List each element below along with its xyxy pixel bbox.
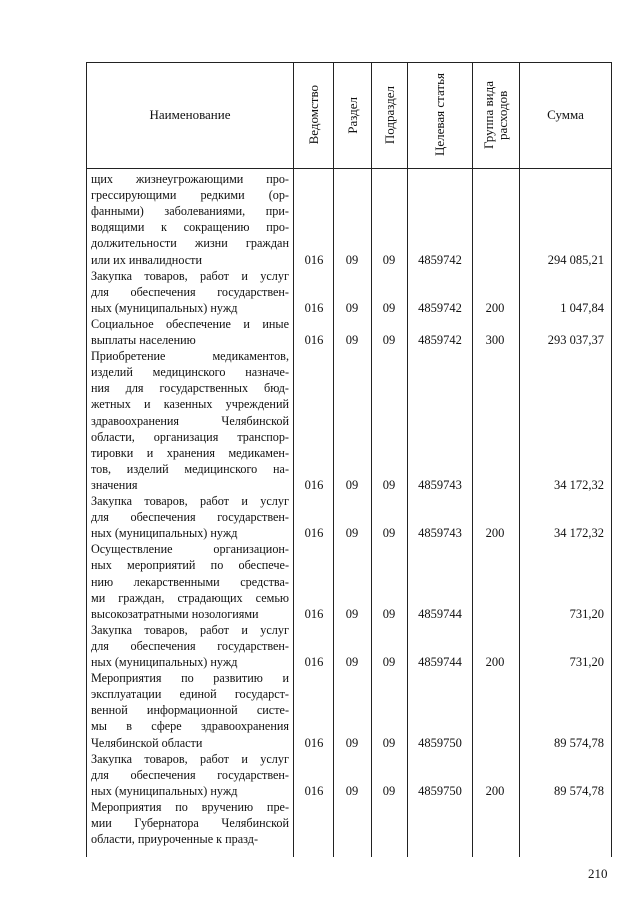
row-name-line: Приобретение медикаментов, (91, 349, 289, 364)
row-razdel: 09 (345, 333, 359, 347)
row-vedomstvo: 016 (304, 783, 324, 798)
row-vedomstvo: 016 (304, 526, 324, 541)
table-left-border (86, 62, 87, 857)
row-tselevaya-statya: 4859744 (418, 606, 462, 621)
row-name-line: области, приуроченные к празд- (91, 832, 259, 847)
header-gruppa-label: Группа вида расходов (481, 81, 510, 149)
row-razdel: 09 (345, 606, 359, 621)
row-name-line: эксплуатации единой государст- (91, 687, 289, 702)
header-bottom-border (86, 168, 612, 169)
table-right-border (611, 62, 612, 857)
row-summa: 731,20 (569, 606, 604, 621)
header-vedomstvo (294, 62, 333, 168)
row-name-line: венной информационной систе- (91, 703, 289, 718)
header-razdel (334, 62, 371, 168)
header-podrazdel-label: Подраздел (381, 85, 397, 145)
row-razdel: 09 (345, 735, 359, 750)
row-vedomstvo: 016 (304, 735, 324, 750)
header-podrazdel (372, 62, 407, 168)
row-vedomstvo (296, 831, 332, 847)
row-name-line: тировки и хранения медикамен- (91, 445, 289, 460)
row-name-line: Мероприятия по вручению пре- (91, 799, 289, 814)
row-gruppa (472, 831, 518, 847)
row-name-line: ных (муниципальных) нужд (91, 526, 238, 541)
row-razdel: 09 (345, 783, 359, 798)
row-razdel (334, 831, 370, 847)
row-podrazdel: 09 (382, 300, 396, 315)
row-gruppa: 200 (485, 526, 505, 541)
row-summa: 294 085,21 (547, 252, 604, 267)
row-gruppa: 200 (485, 783, 505, 798)
row-name-line: ных мероприятий по обеспече- (91, 558, 289, 573)
row-name-line: ми граждан, страдающих семью (91, 590, 289, 605)
row-name-line: для обеспечения государствен- (91, 510, 289, 525)
row-summa: 89 574,78 (554, 735, 604, 750)
row-podrazdel: 09 (382, 735, 396, 750)
row-summa: 293 037,37 (547, 333, 604, 347)
header-name (87, 62, 293, 168)
row-tselevaya-statya: 4859744 (418, 655, 462, 669)
row-name-line: Закупка товаров, работ и услуг (91, 751, 289, 766)
row-podrazdel: 09 (382, 477, 396, 492)
row-tselevaya-statya: 4859750 (418, 735, 462, 750)
row-name-line: здравоохранения Челябинской (91, 413, 289, 428)
row-name-line: высокозатратными нозологиями (91, 606, 259, 621)
row-podrazdel: 09 (382, 783, 396, 798)
row-razdel: 09 (345, 655, 359, 669)
row-gruppa (472, 252, 518, 268)
row-summa: 89 574,78 (554, 783, 604, 798)
row-name-line: Челябинской области (91, 735, 203, 750)
row-vedomstvo: 016 (304, 300, 324, 315)
row-vedomstvo: 016 (304, 477, 324, 492)
row-name-line: для обеспечения государствен- (91, 284, 289, 299)
header-tselevaya-statya (408, 62, 472, 168)
row-name-line: Мероприятия по развитию и (91, 671, 289, 686)
row-name-line: грессирующими редкими (ор- (91, 188, 289, 203)
row-podrazdel: 09 (382, 252, 396, 267)
row-razdel: 09 (345, 252, 359, 267)
row-name-line: щих жизнеугрожающими про- (91, 172, 289, 186)
row-gruppa (472, 477, 518, 493)
row-name-line: Закупка товаров, работ и услуг (91, 622, 289, 637)
row-vedomstvo: 016 (304, 606, 324, 621)
row-name-line: мы в сфере здравоохранения (91, 719, 289, 734)
row-name-line: ных (муниципальных) нужд (91, 655, 238, 669)
row-name-line: или их инвалидности (91, 252, 202, 267)
row-name-line: должительности жизни граждан (91, 236, 289, 251)
row-name-line: Закупка товаров, работ и услуг (91, 268, 289, 283)
row-podrazdel: 09 (382, 606, 396, 621)
row-podrazdel: 09 (382, 526, 396, 541)
col-divider-name (293, 62, 294, 857)
row-name-line: жетных и казенных учреждений (91, 397, 289, 412)
row-name-line: водящими к сокращению про- (91, 220, 289, 235)
header-summa-label: Сумма (547, 107, 584, 122)
row-name-line: мии Губернатора Челябинской (91, 816, 289, 830)
row-tselevaya-statya: 4859742 (418, 252, 462, 267)
row-razdel: 09 (345, 477, 359, 492)
row-tselevaya-statya: 4859750 (418, 783, 462, 798)
row-name-line: фанными) заболеваниями, при- (91, 204, 289, 219)
row-razdel: 09 (345, 526, 359, 541)
row-tselevaya-statya: 4859743 (418, 477, 462, 492)
row-summa: 34 172,32 (554, 477, 604, 492)
row-tselevaya-statya (408, 831, 472, 847)
row-name-line: области, организация транспор- (91, 429, 289, 444)
row-name-line: ных (муниципальных) нужд (91, 783, 238, 798)
header-gruppa-vida-raskhodov (473, 62, 519, 168)
row-gruppa: 200 (485, 300, 505, 315)
row-name-line: нию лекарственными средства- (91, 574, 289, 589)
row-podrazdel (372, 831, 406, 847)
row-podrazdel: 09 (382, 655, 396, 669)
row-summa (522, 831, 604, 847)
row-gruppa: 300 (485, 333, 505, 347)
row-gruppa (472, 606, 518, 622)
row-tselevaya-statya: 4859742 (418, 333, 462, 347)
row-tselevaya-statya: 4859743 (418, 526, 462, 541)
row-gruppa (472, 735, 518, 751)
row-name-line: для обеспечения государствен- (91, 767, 289, 782)
row-name-line: для обеспечения государствен- (91, 638, 289, 653)
row-summa: 34 172,32 (554, 526, 604, 541)
row-name-line: Осуществление организацион- (91, 542, 289, 557)
row-name-line: ных (муниципальных) нужд (91, 300, 238, 315)
row-name-line: выплаты населению (91, 333, 196, 347)
header-tselevaya-statya-label: Целевая статья (432, 73, 447, 157)
header-vedomstvo-label: Ведомство (305, 85, 321, 145)
row-name-line: изделий медицинского назначе- (91, 365, 289, 380)
row-tselevaya-statya: 4859742 (418, 300, 462, 315)
row-name-line: тов, изделий медицинского на- (91, 461, 289, 476)
row-name-line: ния для государственных бюд- (91, 381, 289, 396)
row-name-line: Социальное обеспечение и иные (91, 316, 289, 331)
page-number: 210 (588, 866, 608, 881)
row-vedomstvo: 016 (304, 333, 324, 347)
row-gruppa: 200 (485, 655, 505, 669)
header-razdel-label: Раздел (344, 96, 360, 134)
header-name-label: Наименование (149, 107, 231, 122)
row-razdel: 09 (345, 300, 359, 315)
header-summa (520, 62, 611, 168)
row-summa: 731,20 (569, 655, 604, 669)
row-podrazdel: 09 (382, 333, 396, 347)
col-divider-gruppa (519, 62, 520, 857)
row-name-line: Закупка товаров, работ и услуг (91, 494, 289, 508)
row-name-line: значения (91, 477, 138, 492)
row-vedomstvo: 016 (304, 252, 324, 267)
row-vedomstvo: 016 (304, 655, 324, 669)
row-summa: 1 047,84 (560, 300, 604, 315)
